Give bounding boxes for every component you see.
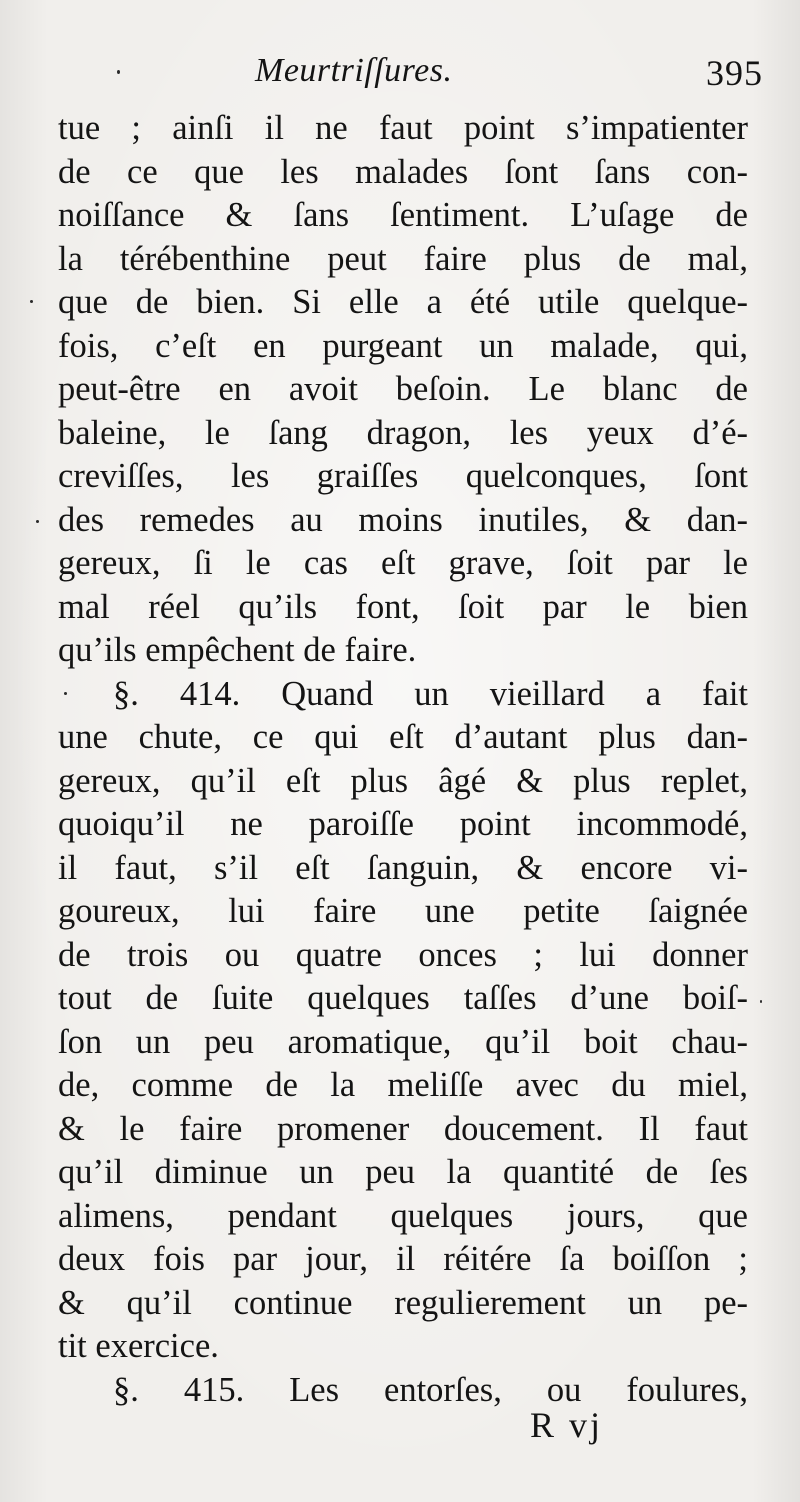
text-line: & le faire promener doucement. Il faut — [58, 1109, 748, 1148]
text-line: il faut, s’il eſt ſanguin, & encore vi- — [58, 848, 748, 887]
running-title: Meurtriſſures. — [255, 52, 453, 89]
section-heading-line: §. 415. Les entorſes, ou foulures, — [113, 1370, 748, 1409]
text-line: de trois ou quatre onces ; lui donner — [58, 935, 748, 974]
text-line: de, comme de la meliſſe avec du miel, — [58, 1066, 748, 1104]
text-line: tit exercice. — [58, 1327, 219, 1365]
text-line: qu’ils empêchent de faire. — [58, 631, 417, 669]
paper-speck — [30, 300, 33, 303]
section-heading-line: §. 414. Quand un vieillard a fait — [113, 674, 748, 713]
text-line: qu’il diminue un peu la quantité de ſes — [58, 1153, 748, 1191]
text-line: ſon un peu aromatique, qu’il boit chau- — [58, 1022, 748, 1061]
text-line: une chute, ce qui eſt d’autant plus dan- — [58, 718, 748, 756]
text-line: tue ; ainſi il ne faut point s’impatienter — [58, 109, 748, 147]
text-line: de ce que les malades ſont ſans con- — [58, 152, 748, 191]
text-line: gereux, ſi le cas eſt grave, ſoit par le — [58, 544, 748, 582]
text-line: & qu’il continue regulierement un pe- — [58, 1283, 748, 1322]
page-header — [60, 50, 763, 106]
text-line: gereux, qu’il eſt plus âgé & plus replet, — [58, 761, 748, 800]
signature-mark: R vj — [530, 1405, 604, 1445]
body-text — [58, 107, 748, 1412]
text-line: quoiqu’il ne paroiſſe point incommodé, — [58, 805, 748, 843]
text-line: fois, c’eſt en purgeant un malade, qui, — [58, 326, 748, 365]
paper-speck — [117, 70, 120, 74]
paper-speck — [760, 1000, 762, 1003]
text-line: la térébenthine peut faire plus de mal, — [58, 239, 748, 278]
text-line: noiſſance & ſans ſentiment. L’uſage de — [58, 196, 748, 234]
text-line: alimens, pendant quelques jours, que — [58, 1196, 748, 1235]
text-line: des remedes au moins inutiles, & dan- — [58, 500, 748, 539]
text-line: goureux, lui faire une petite ſaignée — [58, 892, 748, 930]
paper-speck — [64, 692, 67, 695]
text-line: baleine, le ſang dragon, les yeux d’é- — [58, 413, 748, 452]
page-number: 395 — [706, 53, 763, 93]
text-line: mal réel qu’ils font, ſoit par le bien — [58, 587, 748, 626]
text-line: creviſſes, les graiſſes quelconques, ſont — [58, 457, 748, 495]
text-line: tout de ſuite quelques taſſes d’une boiſ- — [58, 979, 748, 1017]
text-line: que de bien. Si elle a été utile quelque- — [58, 283, 748, 321]
text-line: peut-être en avoit beſoin. Le blanc de — [58, 370, 748, 408]
paper-speck — [36, 520, 39, 523]
text-line: deux fois par jour, il réitére ſa boiſſon ; — [58, 1240, 748, 1278]
